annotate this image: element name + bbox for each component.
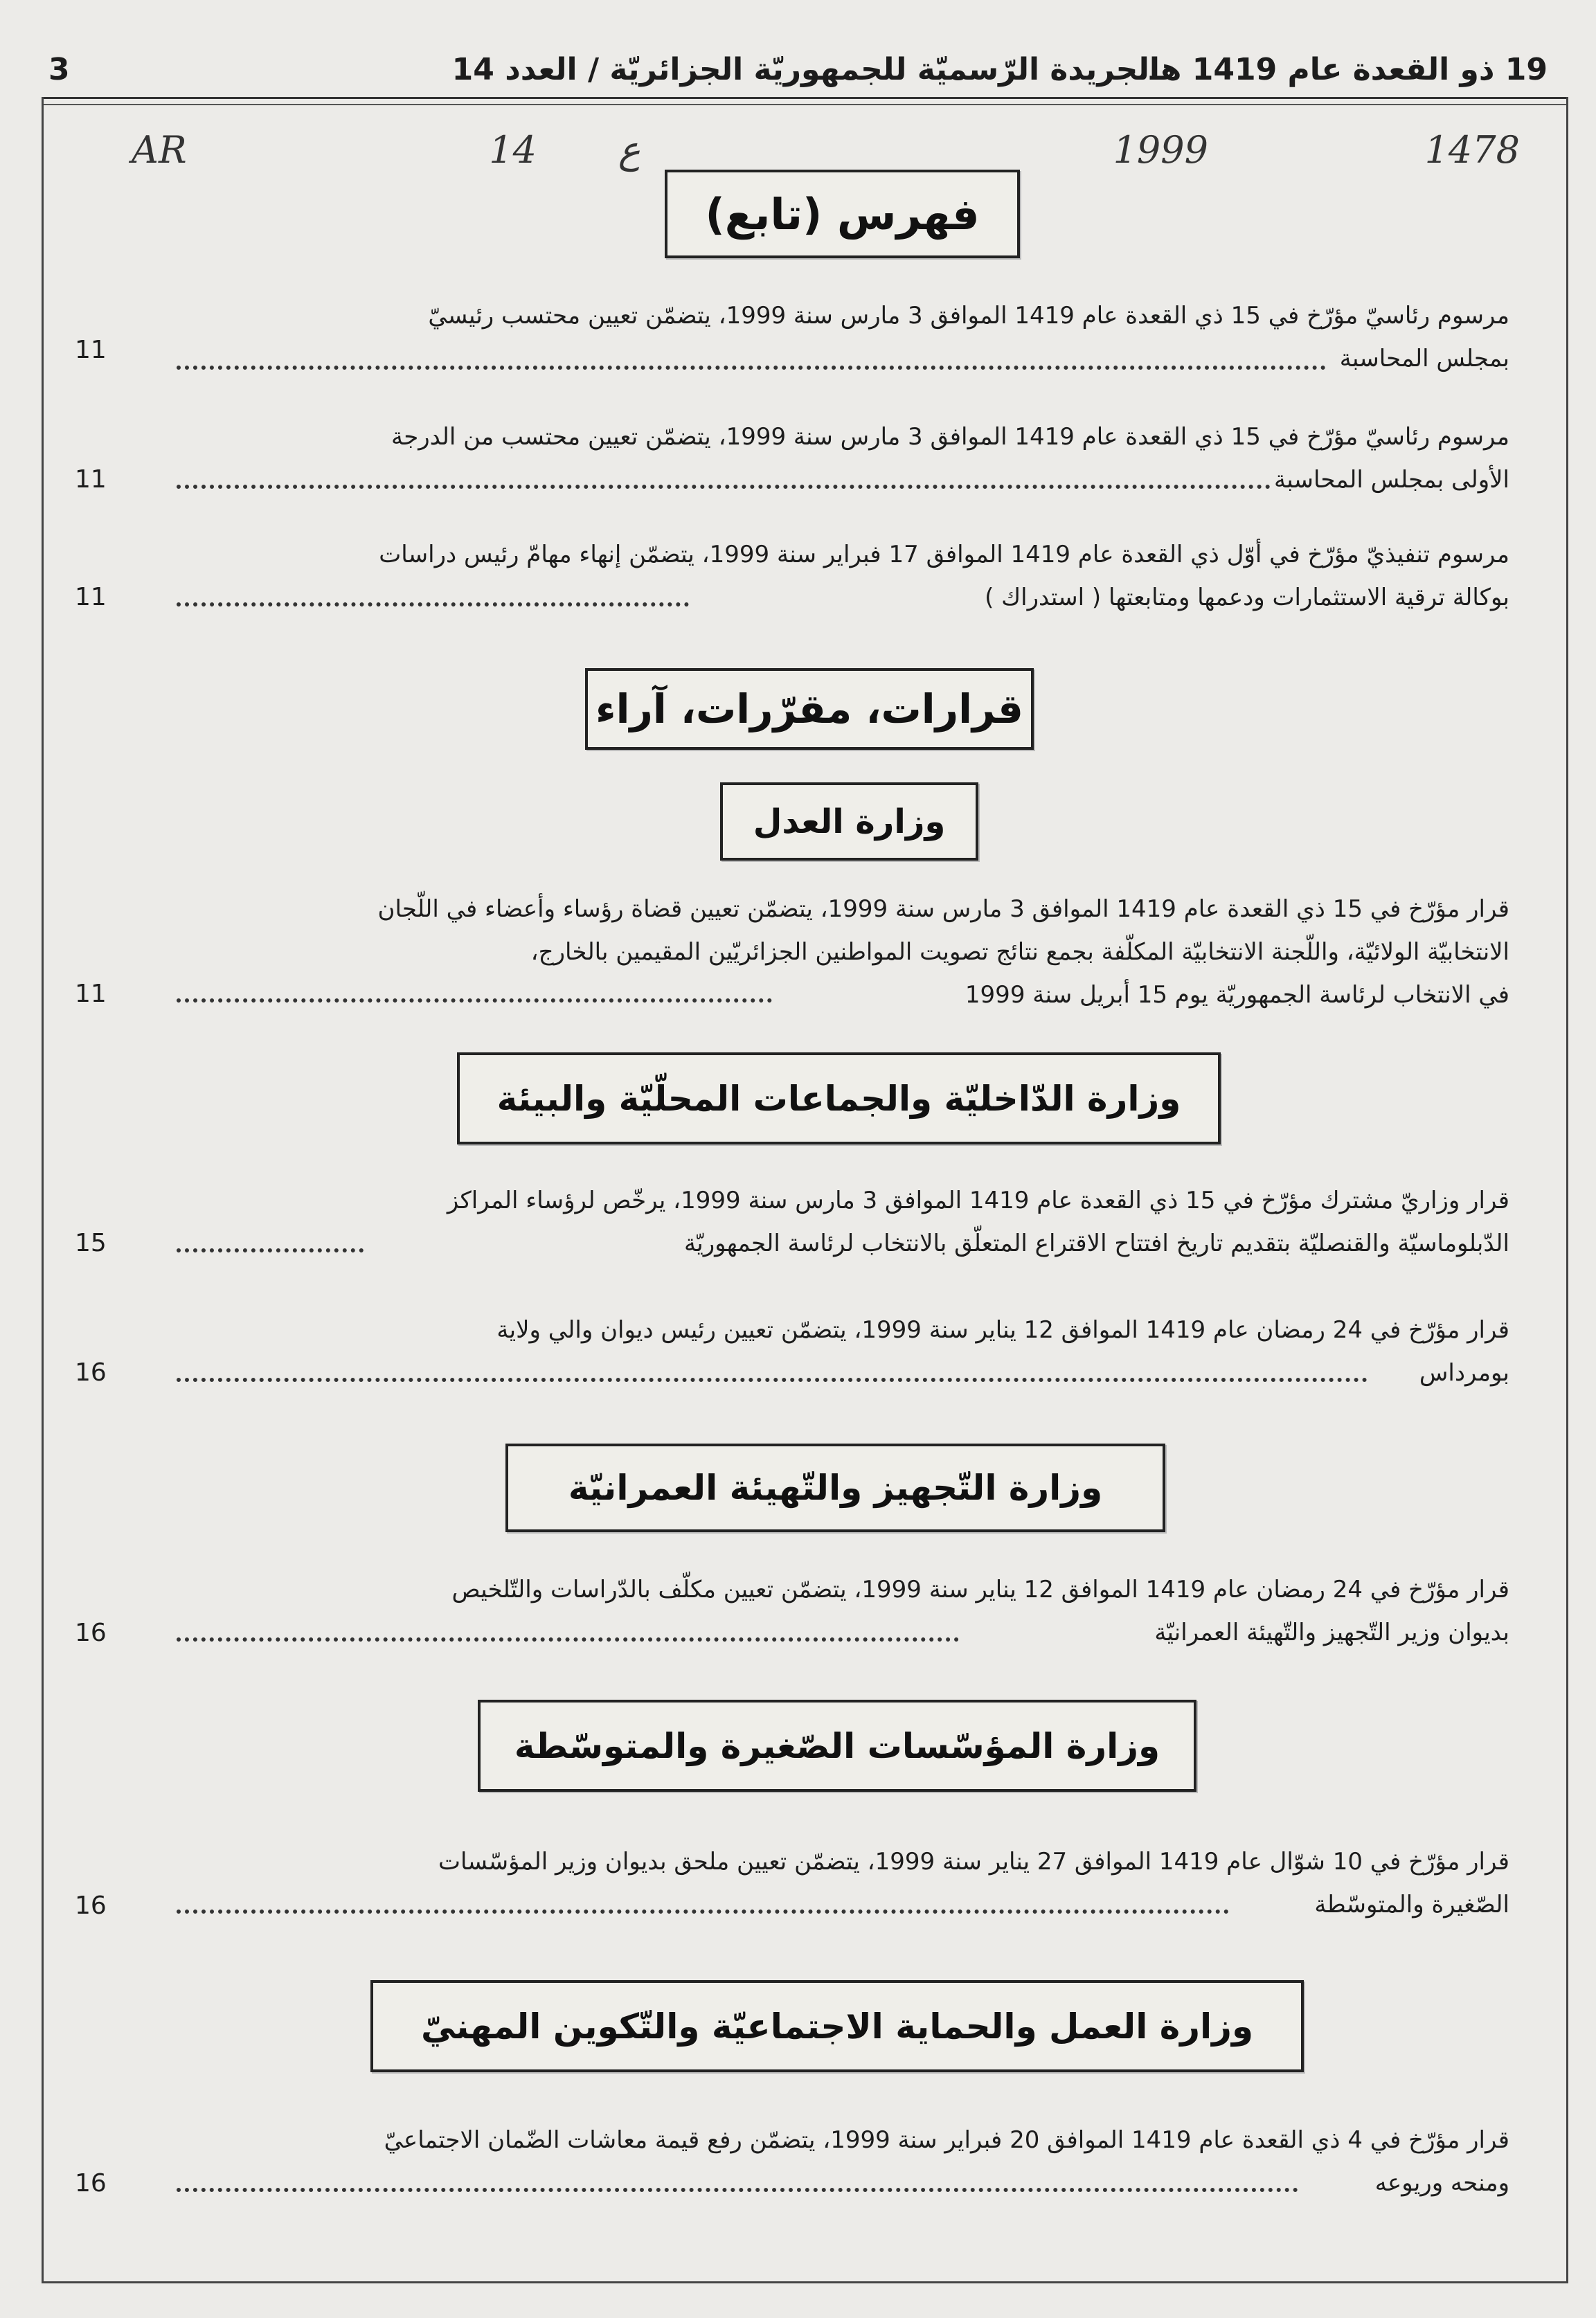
section-title: وزارة الدّاخليّة والجماعات المحلّيّة والبيئة	[496, 1078, 1181, 1119]
handwritten-initials: AR	[132, 128, 187, 172]
leader-dots	[177, 991, 772, 1003]
entry-page: 15	[75, 1229, 107, 1257]
entry-page: 16	[75, 1892, 107, 1920]
entry-line: الصّغيرة والمتوسّطة	[1314, 1891, 1509, 1919]
entry-page: 11	[75, 336, 107, 364]
bottom-border	[42, 2281, 1568, 2283]
handwritten-number: 1478	[1424, 128, 1520, 172]
leader-dots	[177, 1371, 1368, 1382]
entry-line: قرار مؤرّخ في 24 رمضان عام 1419 الموافق 12 يناير سنة 1999، يتضمّن تعيين مكلّف بالدّراسات والتّلخيص	[451, 1576, 1509, 1603]
entry-line: مرسوم تنفيذيّ مؤرّخ في أوّل ذي القعدة عام 1419 الموافق 17 فبراير سنة 1999، يتضمّن إنهاء مهامّ رئيس دراسات	[379, 541, 1509, 568]
entry-line: في الانتخاب لرئاسة الجمهوريّة يوم 15 أبريل سنة 1999	[965, 981, 1509, 1009]
handwritten-year: 1999	[1113, 128, 1208, 172]
header-divider-thin	[42, 104, 1568, 105]
index-title-box	[665, 170, 1020, 258]
entry-line: قرار مؤرّخ في 24 رمضان عام 1419 الموافق 12 يناير سنة 1999، يتضمّن تعيين رئيس ديوان والي ولاية	[496, 1316, 1509, 1344]
page-number: 3	[48, 51, 70, 87]
section-title: وزارة العدل	[753, 802, 946, 841]
leader-dots	[177, 359, 1326, 370]
entry-line: قرار مؤرّخ في 4 ذي القعدة عام 1419 الموافق 20 فبراير سنة 1999، يتضمّن رفع قيمة معاشات الضّمان الاجتماعيّ	[384, 2126, 1509, 2154]
leader-dots	[177, 1241, 364, 1252]
entry-page: 16	[75, 1358, 107, 1387]
header-divider	[42, 97, 1568, 99]
right-border	[1566, 97, 1568, 2283]
leader-dots	[177, 1903, 1229, 1914]
entry-line: الأولى بمجلس المحاسبة	[1274, 466, 1509, 494]
toc-entry	[180, 1179, 1509, 1265]
entry-page: 11	[75, 980, 107, 1008]
entry-page: 11	[75, 583, 107, 611]
decisions-title-box	[585, 668, 1034, 750]
section-title: وزارة التّجهيز والتّهيئة العمرانيّة	[568, 1468, 1103, 1508]
handwritten-letter: ع	[618, 128, 640, 172]
entry-line: بوكالة ترقية الاستثمارات ودعمها ومتابعتها ( استدراك )	[985, 584, 1509, 611]
entry-line: مرسوم رئاسيّ مؤرّخ في 15 ذي القعدة عام 1419 الموافق 3 مارس سنة 1999، يتضمّن تعيين محتسب من الدرجة	[391, 423, 1509, 451]
entry-line: قرار مؤرّخ في 10 شوّال عام 1419 الموافق 27 يناير سنة 1999، يتضمّن تعيين ملحق بديوان وزير المؤسّسات	[438, 1848, 1509, 1876]
leader-dots	[177, 2181, 1298, 2192]
entry-line: بمجلس المحاسبة	[1339, 345, 1509, 372]
entry-line: الدّبلوماسيّة والقنصليّة بتقديم تاريخ افتتاح الاقتراع المتعلّق بالانتخاب لرئاسة الجمهوريّة	[684, 1230, 1509, 1257]
entry-line: بومرداس	[1419, 1359, 1509, 1387]
entry-page: 16	[75, 1619, 107, 1647]
decisions-title: قرارات، مقرّرات، آراء	[595, 685, 1024, 733]
handwritten-issue: 14	[489, 128, 537, 172]
leader-dots	[177, 1630, 959, 1642]
entry-line: مرسوم رئاسيّ مؤرّخ في 15 ذي القعدة عام 1419 الموافق 3 مارس سنة 1999، يتضمّن تعيين محتسب رئيسيّ	[428, 302, 1509, 330]
section-title-box	[720, 782, 978, 861]
leader-dots	[177, 478, 1271, 489]
entry-line: بديوان وزير التّجهيز والتّهيئة العمرانيّة	[1154, 1619, 1509, 1646]
entry-page: 16	[75, 2169, 107, 2198]
header-date: 19 ذو القعدة عام 1419 هـ	[1149, 51, 1548, 87]
entry-page: 11	[75, 465, 107, 494]
entry-line: ومنحه وريوعه	[1374, 2169, 1509, 2197]
section-title-box	[457, 1052, 1221, 1144]
entry-line: قرار مؤرّخ في 15 ذي القعدة عام 1419 الموافق 3 مارس سنة 1999، يتضمّن تعيين قضاة رؤساء وأعضاء في اللّجان	[377, 895, 1509, 923]
section-title-box	[478, 1700, 1196, 1792]
section-title: وزارة العمل والحماية الاجتماعيّة والتّكوين المهنيّ	[420, 2006, 1254, 2047]
header-title: الجريدة الرّسميّة للجمهوريّة الجزائريّة / العدد 14	[451, 51, 1160, 87]
section-title-box	[505, 1444, 1165, 1532]
left-border	[42, 97, 44, 2283]
entry-line: الانتخابيّة الولائيّة، واللّجنة الانتخابيّة المكلّفة بجمع نتائج تصويت المواطنين الجزائريّين المقيمين بالخارج،	[530, 938, 1509, 966]
leader-dots	[177, 595, 689, 607]
section-title: وزارة المؤسّسات الصّغيرة والمتوسّطة	[514, 1725, 1160, 1766]
section-title-box	[370, 1980, 1304, 2072]
entry-line: قرار وزاريّ مشترك مؤرّخ في 15 ذي القعدة عام 1419 الموافق 3 مارس سنة 1999، يرخّص لرؤساء المراكز	[447, 1187, 1509, 1214]
index-title: فهرس (تابع)	[705, 188, 980, 240]
page-header	[48, 42, 1548, 97]
